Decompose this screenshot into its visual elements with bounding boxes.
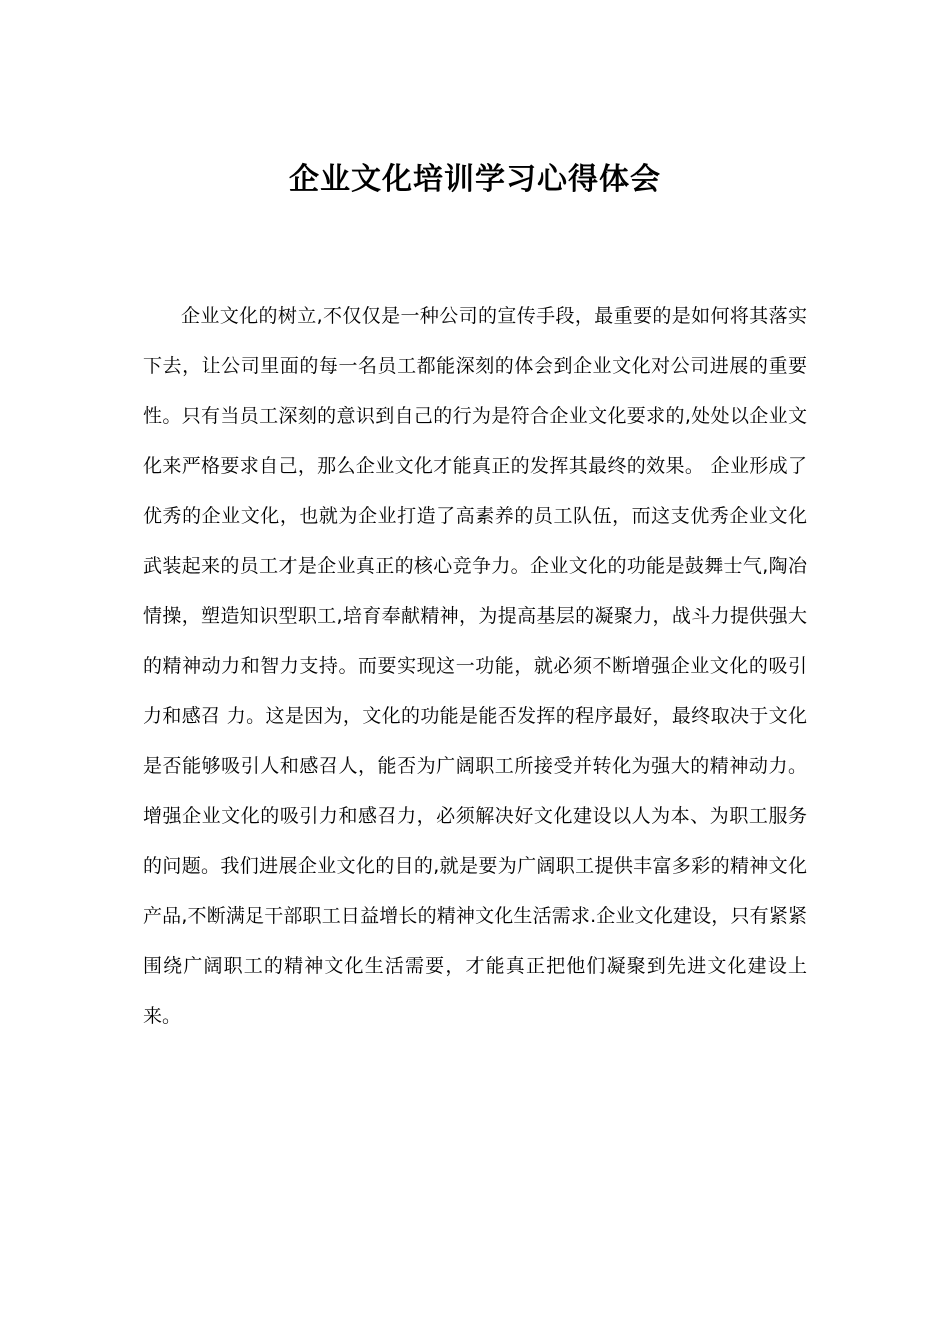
body-paragraph: 企业文化的树立,不仅仅是一种公司的宣传手段，最重要的是如何将其落实下去，让公司里面的每一名员工都能深刻的体会到企业文化对公司进展的重要性。只有当员工深刻的意识到自己的行为是符合企业文化要求的,处处以企业文化来严格要求自己，那么企业文化才能真正的发挥其最终的效果。 企业形成了优秀的企业文化，也就为企业打造了高素养的员工队伍，而这支优秀企业文化武装起来的员工才是企业真正的核心竞争力。企业文化的功能是鼓舞士气,陶冶情操，塑造知识型职工,培育奉献精神，为提高基层的凝聚力，战斗力提供强大的精神动力和智力支持。而要实现这一功能，就必须不断增强企业文化的吸引力和感召 力。这是因为，文化的功能是能否发挥的程序最好，最终取决于文化是否能够吸引人和感召人，能否为广阔职工所接受并转化为强大的精神动力。增强企业文化的吸引力和感召力，必须解决好文化建设以人为本、为职工服务的问题。我们进展企业文化的目的,就是要为广阔职工提供丰富多彩的精神文化产品,不断满足干部职工日益增长的精神文化生活需求.企业文化建设，只有紧紧围绕广阔职工的精神文化生活需要，才能真正把他们凝聚到先进文化建设上来。 [143, 305, 807, 1027]
document-title: 企业文化培训学习心得体会 [289, 162, 661, 197]
